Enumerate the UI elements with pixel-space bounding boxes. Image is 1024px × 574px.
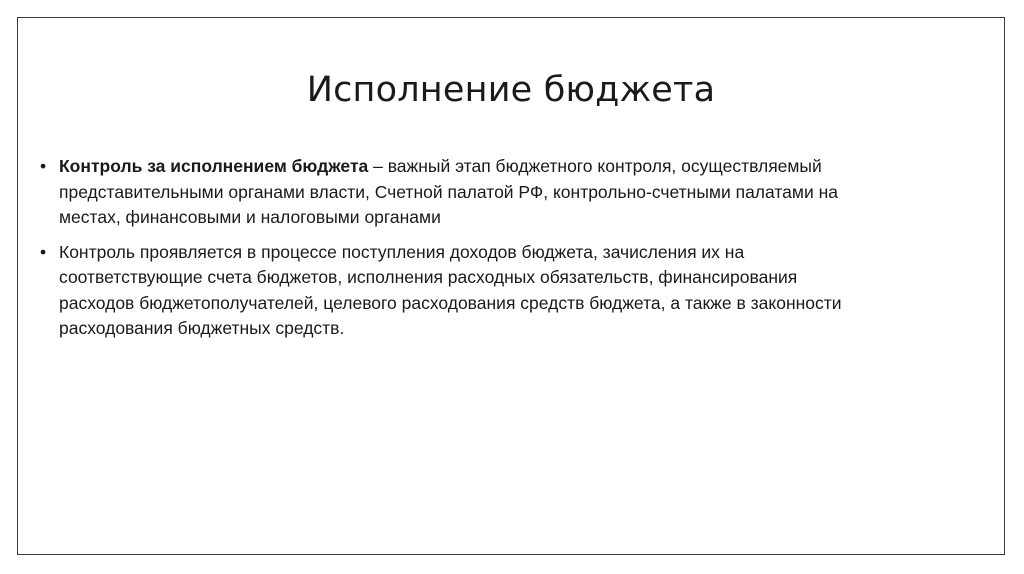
bullet-bold-term: Контроль за исполнением бюджета [59, 156, 369, 176]
slide-title: Исполнение бюджета [306, 70, 716, 110]
bullet-text: Контроль проявляется в процессе поступления доходов бюджета, зачисления их на соответствующие счета бюджетов, исполнения расходных обязательств, финансирования расходов бюджетополучателей, целевого расходования средств бюджета, а также в законности расходования бюджетных средств. [59, 241, 842, 338]
slide [17, 17, 1005, 555]
bullet-marker: • [40, 241, 47, 262]
bullet-item [40, 240, 870, 342]
bullet-text: – важный этап бюджетного контроля, осуществляемый представительными органами власти, Счетной палатой РФ, контрольно-счетными палатами на местах, финансовыми и налоговыми органами [59, 156, 838, 227]
bullet-item [40, 154, 870, 231]
bullet-list [40, 154, 870, 351]
bullet-marker: • [40, 156, 47, 176]
